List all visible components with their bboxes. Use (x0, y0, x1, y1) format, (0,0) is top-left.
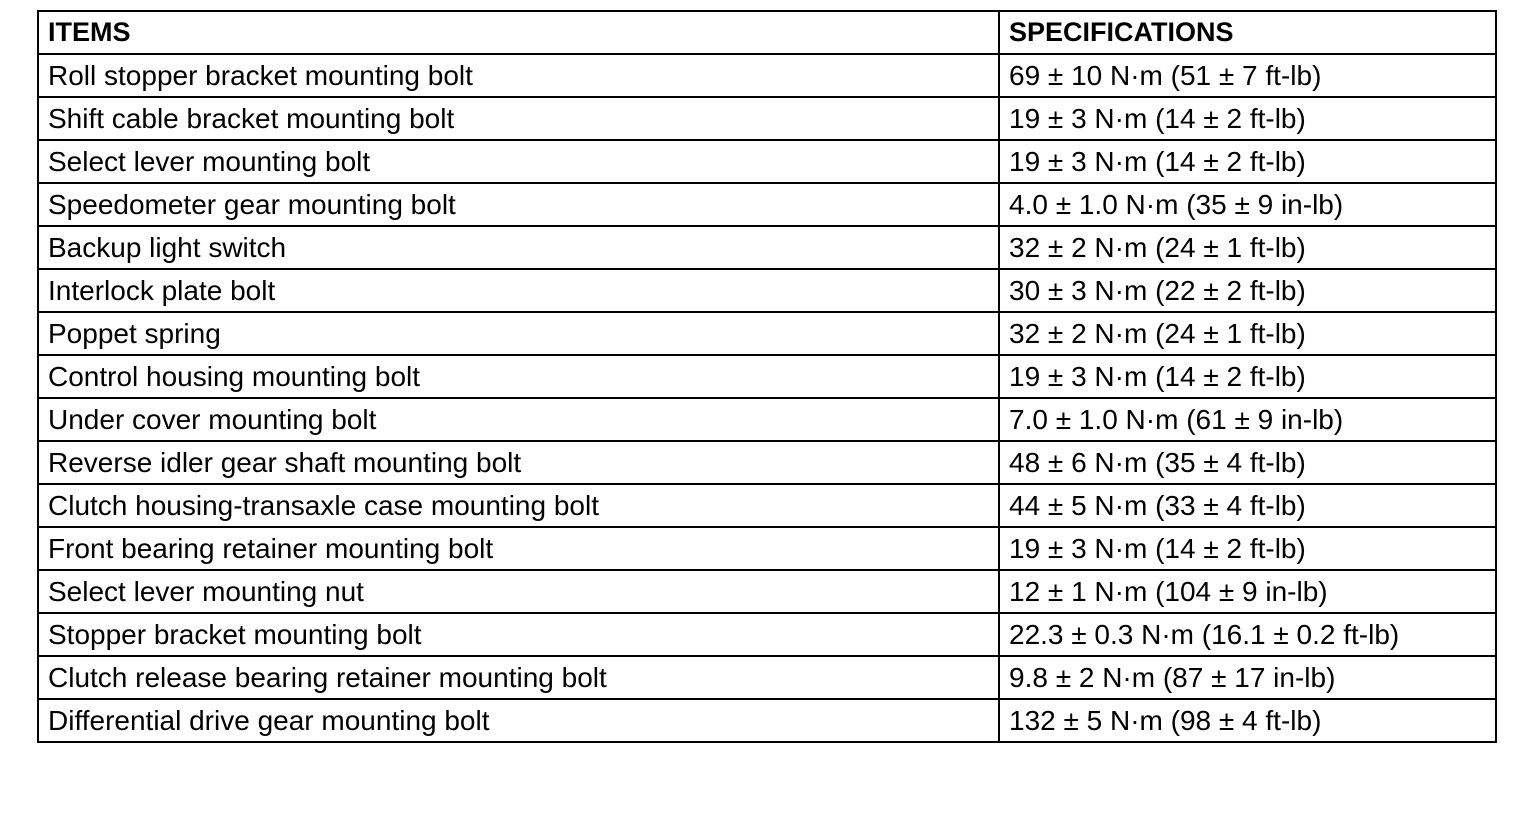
spec-cell: 7.0 ± 1.0 N·m (61 ± 9 in-lb) (999, 398, 1496, 441)
table-row (38, 226, 1496, 269)
spec-cell: 30 ± 3 N·m (22 ± 2 ft-lb) (999, 269, 1496, 312)
spec-cell: 4.0 ± 1.0 N·m (35 ± 9 in-lb) (999, 183, 1496, 226)
table-header (38, 11, 1496, 54)
table-row (38, 140, 1496, 183)
table-row (38, 441, 1496, 484)
item-cell: Differential drive gear mounting bolt (38, 699, 999, 742)
item-cell: Select lever mounting bolt (38, 140, 999, 183)
item-cell: Select lever mounting nut (38, 570, 999, 613)
table-row (38, 54, 1496, 97)
spec-cell: 32 ± 2 N·m (24 ± 1 ft-lb) (999, 312, 1496, 355)
table-row (38, 183, 1496, 226)
item-cell: Clutch housing-transaxle case mounting bolt (38, 484, 999, 527)
spec-cell: 132 ± 5 N·m (98 ± 4 ft-lb) (999, 699, 1496, 742)
specifications-column-header: SPECIFICATIONS (999, 11, 1496, 54)
item-cell: Speedometer gear mounting bolt (38, 183, 999, 226)
table-row (38, 355, 1496, 398)
item-cell: Interlock plate bolt (38, 269, 999, 312)
table-row (38, 97, 1496, 140)
item-cell: Reverse idler gear shaft mounting bolt (38, 441, 999, 484)
table-row (38, 570, 1496, 613)
item-cell: Backup light switch (38, 226, 999, 269)
item-cell: Poppet spring (38, 312, 999, 355)
item-cell: Front bearing retainer mounting bolt (38, 527, 999, 570)
spec-cell: 69 ± 10 N·m (51 ± 7 ft-lb) (999, 54, 1496, 97)
spec-cell: 19 ± 3 N·m (14 ± 2 ft-lb) (999, 97, 1496, 140)
spec-cell: 12 ± 1 N·m (104 ± 9 in-lb) (999, 570, 1496, 613)
table-row (38, 527, 1496, 570)
item-cell: Roll stopper bracket mounting bolt (38, 54, 999, 97)
table-body (38, 54, 1496, 742)
spec-cell: 32 ± 2 N·m (24 ± 1 ft-lb) (999, 226, 1496, 269)
spec-cell: 48 ± 6 N·m (35 ± 4 ft-lb) (999, 441, 1496, 484)
item-cell: Shift cable bracket mounting bolt (38, 97, 999, 140)
spec-cell: 44 ± 5 N·m (33 ± 4 ft-lb) (999, 484, 1496, 527)
table-row (38, 656, 1496, 699)
spec-cell: 19 ± 3 N·m (14 ± 2 ft-lb) (999, 355, 1496, 398)
header-row (38, 11, 1496, 54)
table-row (38, 269, 1496, 312)
spec-cell: 22.3 ± 0.3 N·m (16.1 ± 0.2 ft-lb) (999, 613, 1496, 656)
torque-specifications-table (37, 10, 1497, 743)
table-row (38, 312, 1496, 355)
items-column-header: ITEMS (38, 11, 999, 54)
spec-cell: 19 ± 3 N·m (14 ± 2 ft-lb) (999, 527, 1496, 570)
item-cell: Stopper bracket mounting bolt (38, 613, 999, 656)
spec-cell: 9.8 ± 2 N·m (87 ± 17 in-lb) (999, 656, 1496, 699)
item-cell: Control housing mounting bolt (38, 355, 999, 398)
item-cell: Under cover mounting bolt (38, 398, 999, 441)
spec-cell: 19 ± 3 N·m (14 ± 2 ft-lb) (999, 140, 1496, 183)
table-row (38, 699, 1496, 742)
table-row (38, 398, 1496, 441)
table-row (38, 484, 1496, 527)
table-row (38, 613, 1496, 656)
item-cell: Clutch release bearing retainer mounting bolt (38, 656, 999, 699)
